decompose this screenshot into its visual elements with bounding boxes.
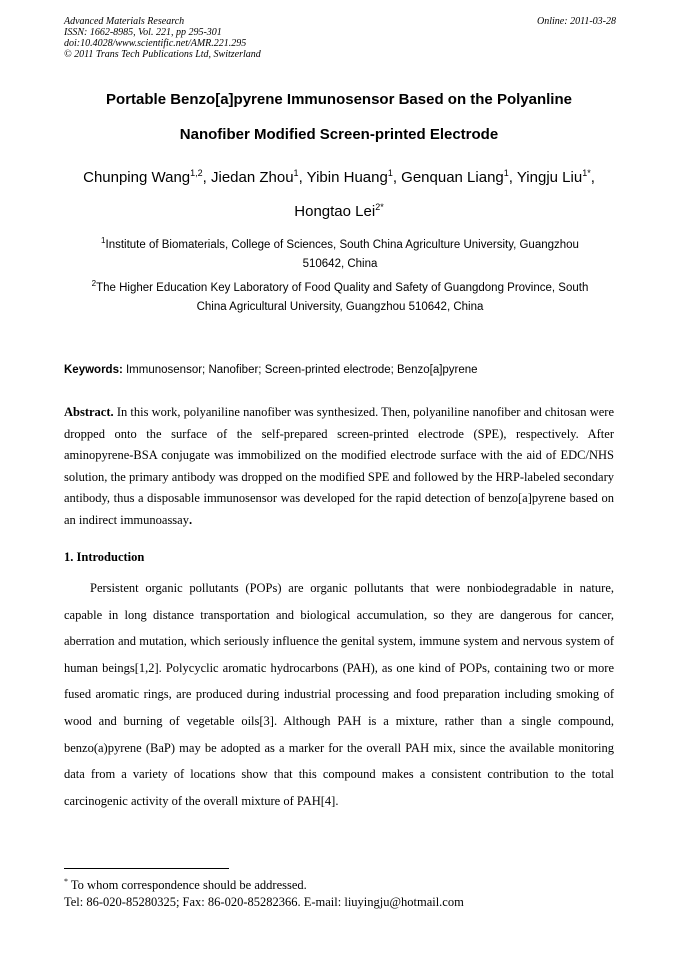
footnote: * To whom correspondence should be addressed. Tel: 86-020-85280325; Fax: 86-020-85282366. E-mail: liuyingju@hotmail.com (64, 877, 624, 911)
author-list-line-1 (40, 169, 638, 187)
keywords (64, 363, 616, 378)
copyright: © 2011 Trans Tech Publications Ltd, Switzerland (64, 49, 261, 60)
footnote-mark: * (64, 877, 68, 886)
author: Jiedan Zhou$^1$, (210, 168, 307, 186)
paper-title-line-1: Portable Benzo[a]pyrene Immunosensor Based on the Polyanline (106, 91, 572, 108)
affiliation-2: $^2$The Higher Education Key Laboratory of Food Quality and Safety of Guangdong Province, South China Agricultural University, Guangzhou 510642, China (91, 279, 589, 313)
journal-name: Advanced Materials Research (64, 16, 185, 27)
paper-title-line-2: Nanofiber Modified Screen-printed Electrode (179, 126, 499, 143)
author: Chunping Wang$^{1,2}$, (83, 168, 211, 186)
abstract-label: Abstract. (64, 405, 114, 419)
abstract: Abstract. In this work, polyaniline nanofiber was synthesized. Then, polyaniline nanofiber and chitosan were dropped onto the surface of the self-prepared screen-printed electrode (SPE), respectively. After aminopyrene-BSA conjugate was immobilized on the modified electrode surface with the aid of EDC/NHS solution, the primary antibody was dropped on the modified SPE and followed by the HRP-labeled secondary antibody, thus a disposable immunosensor was developed for the rapid detection of benzo[a]pyrene based on an indirect immunoassay. (64, 405, 614, 527)
author: Yibin Huang$^1$, (306, 168, 402, 186)
author: Genquan Liang$^1$, (401, 168, 517, 186)
issn: ISSN: 1662-8985, Vol. 221, pp 295-301 (64, 27, 222, 38)
online-date: Online: 2011-03-28 (537, 16, 616, 27)
footnote-contact: Tel: 86-020-85280325; Fax: 86-020-85282366. E-mail: liuyingju@hotmail.com (64, 895, 464, 909)
keywords-label: Keywords: (64, 364, 123, 376)
section-heading-introduction: 1. Introduction (64, 550, 145, 564)
author: Yingju Liu$^{1*}$, (516, 168, 595, 186)
introduction-paragraph: Persistent organic pollutants (POPs) are organic pollutants that were nonbiodegradable in nature, capable in long distance transportation and biological accumulation, so they are dangerous for cancer, aberration and mutation, which seriously influence the genital system, immune system and nervous system of human beings[1,2]. Polycyclic aromatic hydrocarbons (PAH), as one kind of POPs, containing two or more fused aromatic rings, are produced during industrial processing and food preparation including smoking of wood and burning of vegetable oils[3]. Although PAH is a mixture, rather than a single compound, benzo(a)pyrene (BaP) may be adopted as a marker for the overall PAH mix, since the available monitoring data from a variety of locations show that this compound makes a consistent contribution to the total carcinogenic activity of the overall mixture of PAH[4]. (64, 581, 614, 808)
journal-header (64, 16, 616, 60)
author: Hongtao Lei$^{2*}$ (294, 202, 384, 220)
footnote-rule (64, 868, 229, 869)
doi[interactable]: doi:10.4028/www.scientific.net/AMR.221.295 (64, 38, 247, 49)
author-list-line-2 (40, 203, 638, 221)
abstract-text: In this work, polyaniline nanofiber was synthesized. Then, polyaniline nanofiber and chitosan were dropped onto the surface of the self-prepared screen-printed electrode (SPE), respectively. After aminopyrene-BSA conjugate was immobilized on the modified electrode surface with the aid of EDC/NHS solution, the primary antibody was dropped on the modified SPE and followed by the HRP-labeled secondary antibody, thus a disposable immunosensor was developed for the rapid detection of benzo[a]pyrene based on an indirect immunoassay (64, 405, 614, 527)
keywords-text: Immunosensor; Nanofiber; Screen-printed electrode; Benzo[a]pyrene (122, 364, 478, 376)
affiliation-1: $^1$Institute of Biomaterials, College of Sciences, South China Agriculture University, Guangzhou 510642, China (101, 236, 579, 270)
